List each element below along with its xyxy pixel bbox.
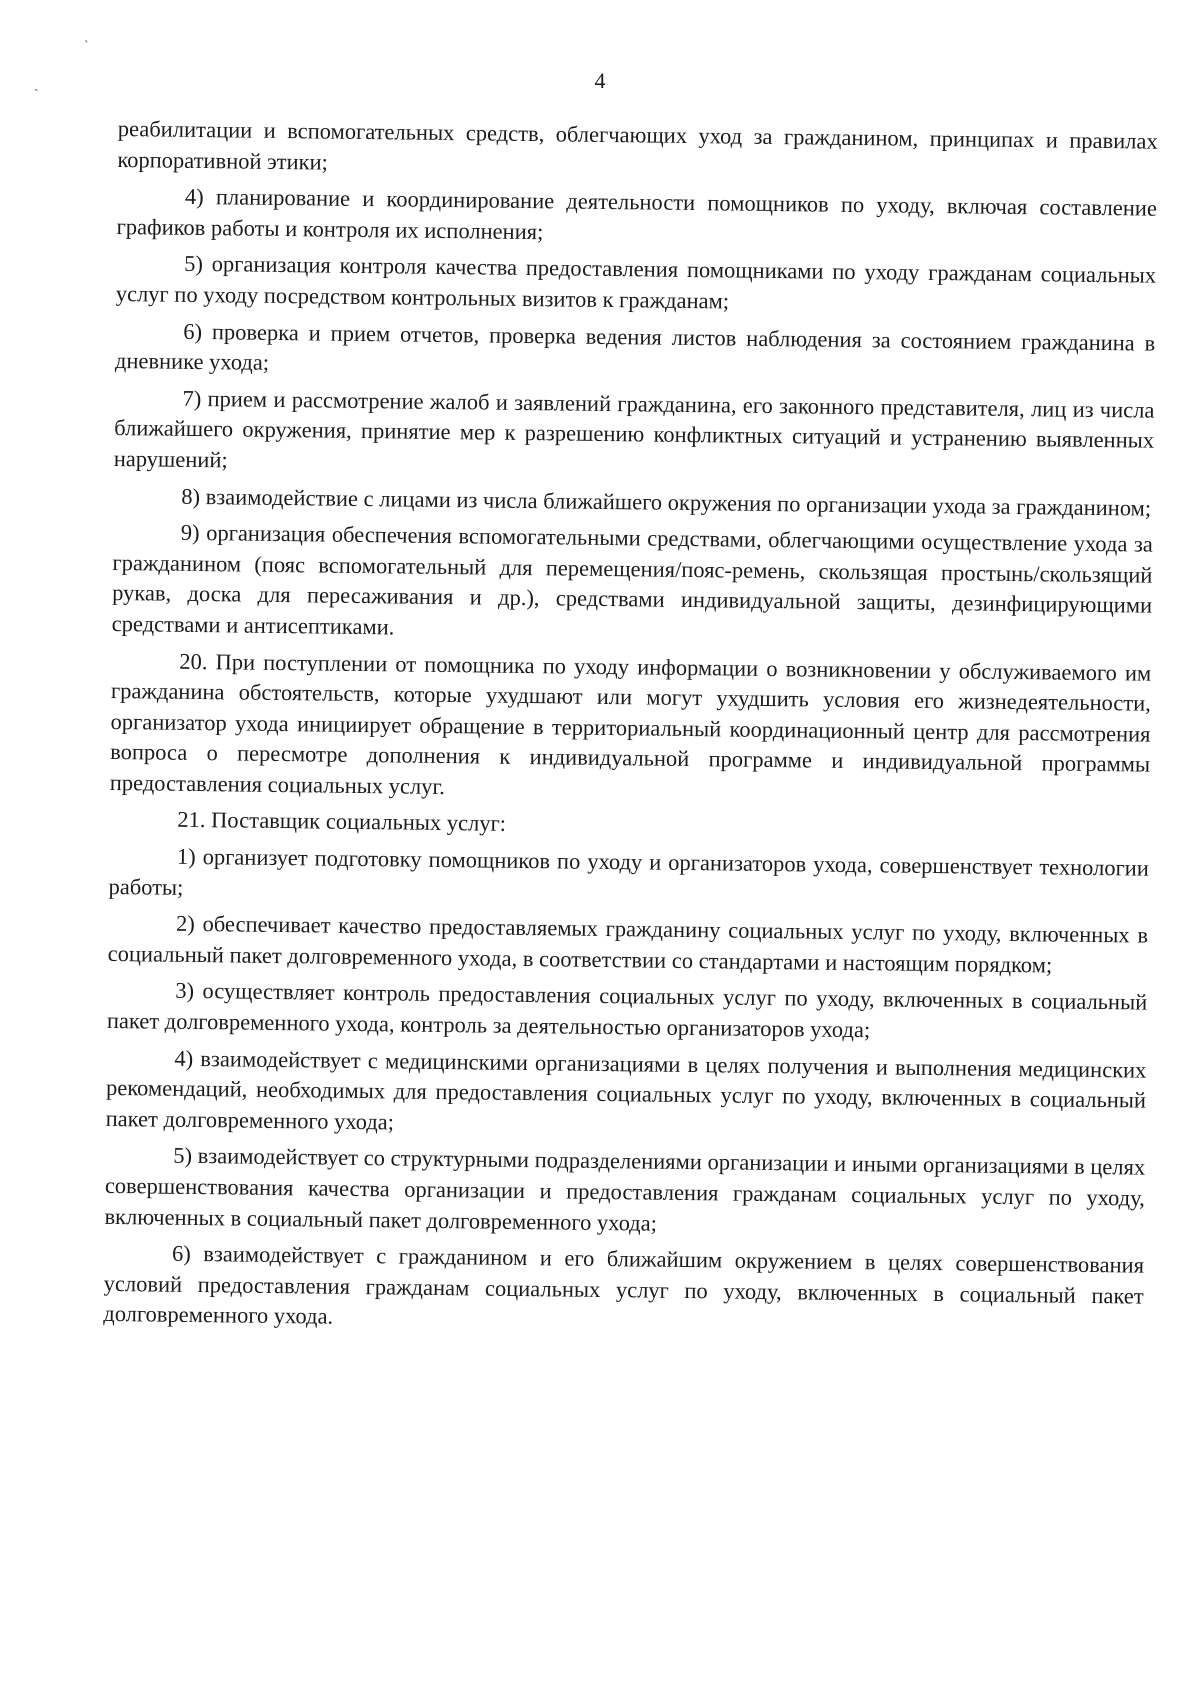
clause-21-item-6: 6) взаимодействует с гражданином и его ближайшим окружением в целях совершенствования условий предоставления гражданам социальных услуг по уходу, включенных в социальный пакет долговременного ухода. [103,1240,1145,1330]
list-item-9: 9) организация обеспечения вспомогательными средствами, облегчающими осуществление ухода за гражданином (пояс вспомогательный для перемещения/пояс-ремень, скользящая простынь/скользящий рукав, доска для пересаживания и др.), средствами индивидуальной защиты, дезинфицирующими средствами и антисептиками. [111,519,1153,640]
clause-21-item-3: 3) осуществляет контроль предоставления социальных услуг по уходу, включенных в социальный пакет долговременного ухода, контроль за деятельностью организаторов ухода; [106,978,1148,1043]
page-number: 4 [594,68,606,93]
clause-21-item-4: 4) взаимодействует с медицинскими организациями в целях получения и выполнения медицинских рекомендаций, необходимых для предоставления социальных услуг по уходу, включенных в социальный пакет долговременного ухода; [105,1045,1147,1135]
scan-mark-top: ˋ [84,39,89,54]
scan-mark-left: ˎ [34,77,39,92]
list-item-6: 6) проверка и прием отчетов, проверка ведения листов наблюдения за состоянием гражданина в дневнике ухода; [114,318,1156,376]
clause-20: 20. При поступлении от помощника по уходу информации о возникновении у обслуживаемого им гражданина обстоятельств, которые ухудшают или могут ухудшить условия его жизнедеятельности, организатор ухода инициирует обращение в территориальный координационный центр для рассмотрения вопроса о пересмотре дополнения к индивидуальной программе и индивидуальной программы предоставления социальных услуг. [109,648,1152,799]
list-item-5: 5) организация контроля качества предоставления помощниками по уходу гражданам социальных услуг по уходу посредством контрольных визитов к гражданам; [115,251,1157,314]
list-item-8: 8) взаимодействие с лицами из числа ближайшего окружения по организации ухода за гражданином; [181,483,1152,521]
clause-21-heading: 21. Поставщик социальных услуг: [177,807,507,837]
clause-21-item-1: 1) организует подготовку помощников по уходу и организаторов ухода, совершенствует технологии работы; [108,843,1150,900]
clause-21-item-2: 2) обеспечивает качество предоставляемых гражданину социальных услуг по уходу, включенных в социальный пакет долговременного ухода, в соответствии со стандартами и настоящим порядком; [107,911,1149,978]
paragraph-continuation: реабилитации и вспомогательных средств, облегчающих уход за гражданином, принципах и правилах корпоративной этики; [117,115,1158,175]
clause-21-item-5: 5) взаимодействует со структурными подразделениями организации и иными организациями в целях совершенствования качества организации и предоставления гражданам социальных услуг по уходу, включенных в социальный пакет долговременного ухода; [104,1143,1146,1236]
list-item-7: 7) прием и рассмотрение жалоб и заявлений гражданина, его законного представителя, лиц из числа ближайшего окружения, принятие мер к разрешению конфликтных ситуаций и устранению выявленных нарушений; [113,385,1155,473]
list-item-4: 4) планирование и координирование деятельности помощников по уходу, включая составление графиков работы и контроля их исполнения; [116,184,1158,244]
document-body [103,114,1158,1349]
